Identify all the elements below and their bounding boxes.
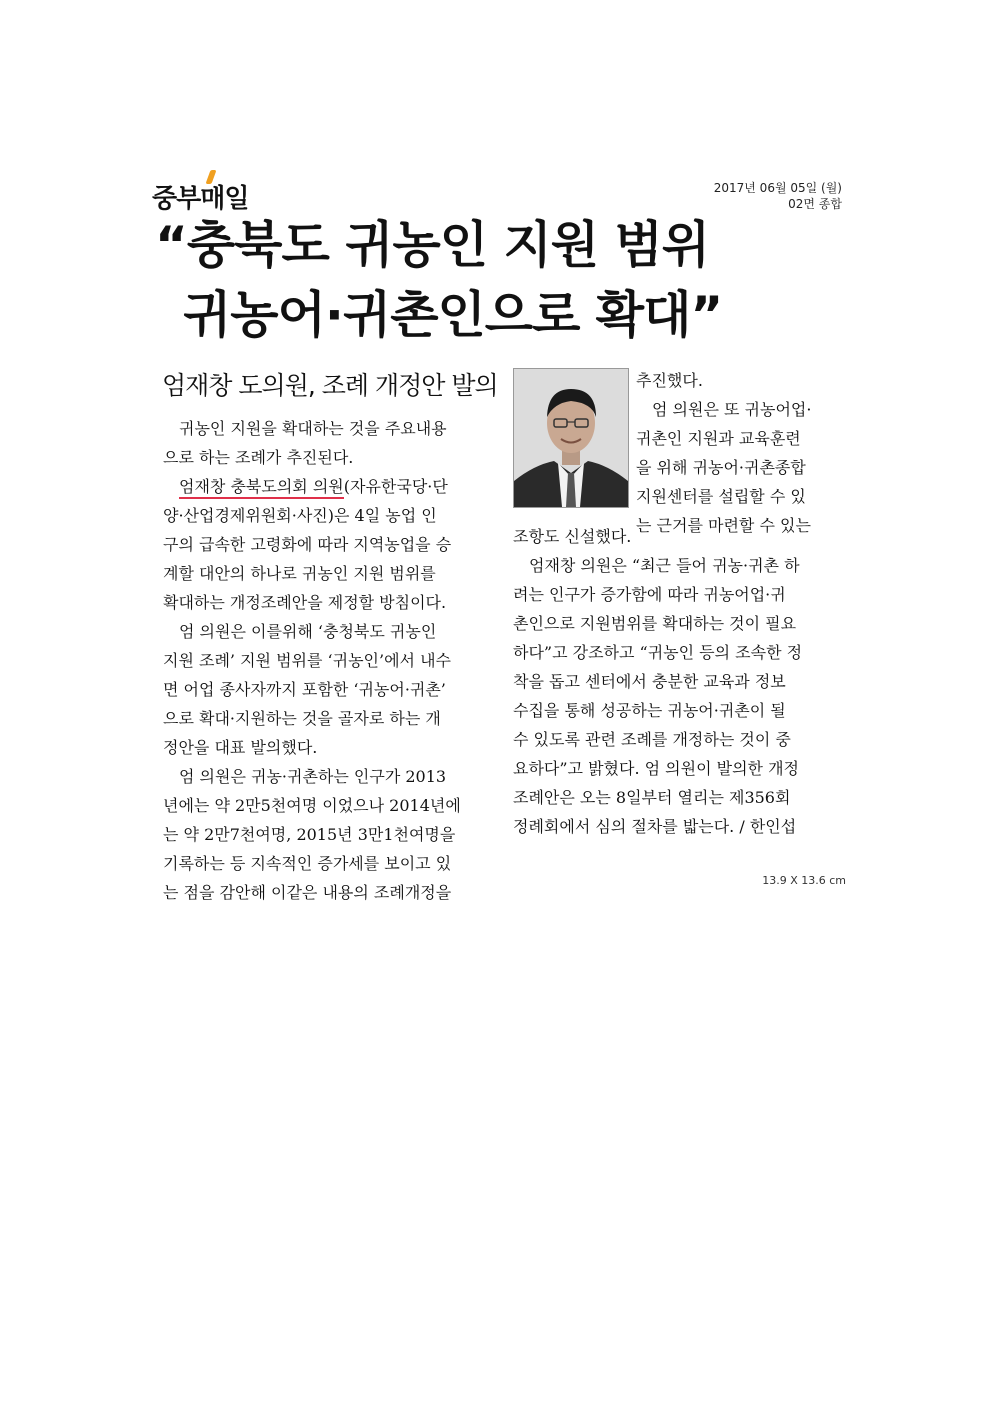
publish-date: 2017년 06월 05일 (월) — [713, 181, 842, 195]
logo-accent-mark — [205, 170, 216, 184]
body-line: 정례회에서 심의 절차를 밟는다. / 한인섭 — [513, 817, 797, 836]
body-line: 확대하는 개정조례안을 제정할 방침이다. — [163, 593, 447, 612]
body-line: 는 약 2만7천여명, 2015년 3만1천여명을 — [163, 825, 456, 844]
body-line: 엄 의원은 이를위해 ‘충청북도 귀농인 — [163, 622, 437, 641]
clip-size-label: 13.9 X 13.6 cm — [762, 874, 846, 887]
body-line: 을 위해 귀농어·귀촌종합 — [636, 458, 806, 477]
body-line: 수집을 통해 성공하는 귀농어·귀촌이 될 — [513, 701, 786, 720]
portrait-photo — [513, 368, 629, 508]
body-line: 엄재창 충북도의회 의원(자유한국당·단 — [163, 472, 483, 501]
body-line: 양·산업경제위원회·사진)은 4일 농업 인 — [163, 506, 437, 525]
body-line: 착을 돕고 센터에서 충분한 교육과 정보 — [513, 672, 786, 691]
body-line: 하다”고 강조하고 “귀농인 등의 조속한 정 — [513, 643, 803, 662]
newspaper-logo: 중부매일 — [152, 178, 248, 215]
body-line: 조항도 신설했다. — [513, 527, 632, 546]
body-line: 년에는 약 2만5천여명 이었으나 2014년에 — [163, 796, 461, 815]
body-line: 정안을 대표 발의했다. — [163, 738, 318, 757]
article-column-2-top — [636, 366, 836, 540]
body-line: 조례안은 오는 8일부터 열리는 제356회 — [513, 788, 791, 807]
body-line: 엄 의원은 귀농·귀촌하는 인구가 2013 — [163, 767, 447, 786]
body-line: 기록하는 등 지속적인 증가세를 보이고 있 — [163, 854, 452, 873]
article-column-1 — [163, 414, 483, 907]
body-line: 수 있도록 관련 조례를 개정하는 것이 중 — [513, 730, 791, 749]
article-column-2 — [513, 522, 835, 841]
headline-line-2: 귀농어·귀촌인으로 확대” — [183, 286, 723, 344]
body-line: 구의 급속한 고령화에 따라 지역농업을 승 — [163, 535, 452, 554]
body-line: 으로 하는 조례가 추진된다. — [163, 448, 354, 467]
body-line: 촌인으로 지원범위를 확대하는 것이 필요 — [513, 614, 797, 633]
body-line: 엄 의원은 또 귀농어업· — [636, 400, 812, 419]
subheadline: 엄재창 도의원, 조례 개정안 발의 — [162, 371, 498, 400]
body-line: 지원센터를 설립할 수 있 — [636, 487, 806, 506]
highlighted-name: 엄재창 충북도의회 의원 — [179, 477, 344, 499]
body-line: 는 근거를 마련할 수 있는 — [636, 516, 811, 535]
body-line: 려는 인구가 증가함에 따라 귀농어업·귀 — [513, 585, 786, 604]
body-line: 는 점을 감안해 이같은 내용의 조례개정을 — [163, 883, 452, 902]
body-line: 추진했다. — [636, 371, 703, 390]
article-meta — [714, 180, 842, 212]
body-line: 요하다”고 밝혔다. 엄 의원이 발의한 개정 — [513, 759, 799, 778]
body-line: 으로 확대·지원하는 것을 골자로 하는 개 — [163, 709, 441, 728]
headline — [155, 210, 722, 350]
body-line: 엄재창 의원은 “최근 들어 귀농·귀촌 하 — [513, 556, 800, 575]
portrait-illustration — [514, 369, 628, 507]
headline-line-1: “충북도 귀농인 지원 범위 — [155, 216, 710, 274]
body-line: 계할 대안의 하나로 귀농인 지원 범위를 — [163, 564, 436, 583]
page-section: 02면 종합 — [788, 197, 842, 211]
body-line: 면 어업 종사자까지 포함한 ‘귀농어·귀촌’ — [163, 680, 446, 699]
body-line: 귀촌인 지원과 교육훈련 — [636, 429, 801, 448]
body-line: 지원 조례’ 지원 범위를 ‘귀농인’에서 내수 — [163, 651, 451, 670]
body-line: 귀농인 지원을 확대하는 것을 주요내용 — [163, 419, 447, 438]
